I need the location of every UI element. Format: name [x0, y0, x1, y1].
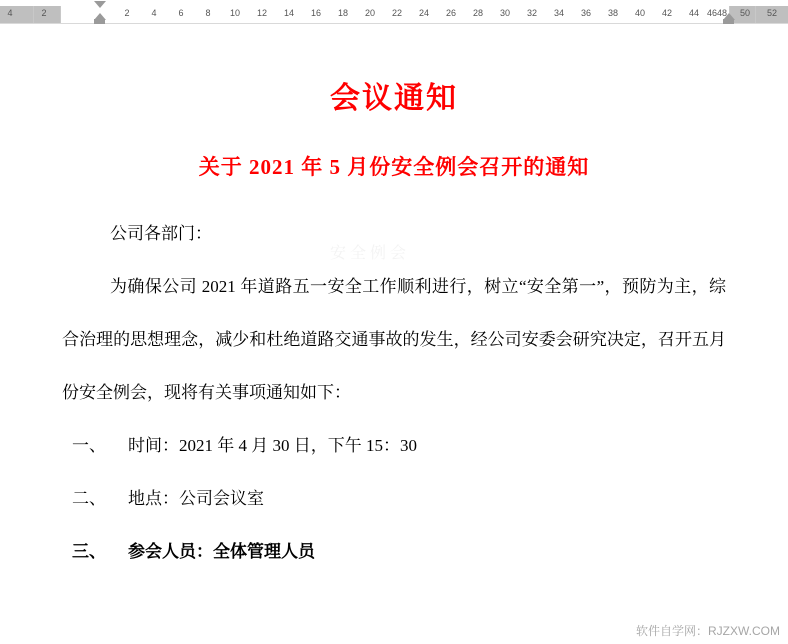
ruler-track[interactable] — [0, 3, 788, 20]
page-watermark: 安全例会 — [330, 245, 411, 262]
horizontal-ruler[interactable] — [0, 0, 788, 24]
list-item-number: 二、 — [72, 489, 106, 508]
ruler-tick: 46 — [706, 8, 718, 18]
ruler-tick: 20 — [364, 8, 376, 18]
ruler-tick: 12 — [256, 8, 268, 18]
ruler-separator — [33, 6, 34, 23]
ruler-tick: 36 — [580, 8, 592, 18]
list-item-text: 地点：公司会议室 — [128, 489, 264, 508]
ruler-tick: 30 — [499, 8, 511, 18]
left-indent-marker[interactable] — [94, 19, 105, 24]
list-item — [0, 419, 788, 472]
ruler-tick: 24 — [418, 8, 430, 18]
ruler-tick: 50 — [739, 8, 751, 18]
document-subtitle: 关于 2021 年 5 月份安全例会召开的通知 — [198, 155, 590, 179]
ruler-tick: 44 — [688, 8, 700, 18]
ruler-tick: 2 — [41, 8, 47, 18]
ruler-right-margin-area[interactable] — [729, 6, 788, 23]
ruler-tick: 40 — [634, 8, 646, 18]
document-body[interactable] — [0, 25, 788, 578]
ruler-tick: 4 — [151, 8, 157, 18]
document-page[interactable] — [0, 25, 788, 644]
ruler-tick: 10 — [229, 8, 241, 18]
right-indent-box[interactable] — [723, 19, 734, 24]
ruler-tick: 14 — [283, 8, 295, 18]
ruler-tick: 18 — [337, 8, 349, 18]
ruler-separator — [755, 6, 756, 23]
ruler-tick: 42 — [661, 8, 673, 18]
list-item-text: 参会人员：全体管理人员 — [128, 542, 315, 561]
ruler-tick: 32 — [526, 8, 538, 18]
list-item — [0, 525, 788, 578]
list-item — [0, 472, 788, 525]
list-item-number: 三、 — [72, 542, 106, 561]
document-title: 会议通知 — [330, 82, 458, 115]
ruler-tick: 8 — [205, 8, 211, 18]
body-paragraph: 为确保公司 2021 年道路五一安全工作顺利进行，树立“安全第一”，预防为主，综合治理的思想理念，减少和杜绝道路交通事故的发生，经公司安委会研究决定，召开五月份安全例会，现将有关事项通知如下： — [62, 277, 726, 402]
ruler-separator — [60, 6, 61, 23]
ruler-tick: 34 — [553, 8, 565, 18]
ruler-tick: 26 — [445, 8, 457, 18]
ruler-tick: 4 — [7, 8, 13, 18]
ruler-tick: 22 — [391, 8, 403, 18]
first-line-indent-marker[interactable] — [94, 1, 106, 8]
ruler-tick: 6 — [178, 8, 184, 18]
ruler-tick: 16 — [310, 8, 322, 18]
ruler-tick: 2 — [124, 8, 130, 18]
ruler-tick: 48 — [716, 8, 728, 18]
site-credit: 软件自学网：RJZXW.COM — [636, 624, 780, 638]
salutation-paragraph: 公司各部门： — [110, 224, 212, 243]
list-item-number: 一、 — [72, 436, 106, 455]
ruler-tick: 52 — [766, 8, 778, 18]
ruler-tick: 28 — [472, 8, 484, 18]
ruler-tick: 38 — [607, 8, 619, 18]
list-item-text: 时间：2021 年 4 月 30 日，下午 15：30 — [128, 436, 417, 455]
